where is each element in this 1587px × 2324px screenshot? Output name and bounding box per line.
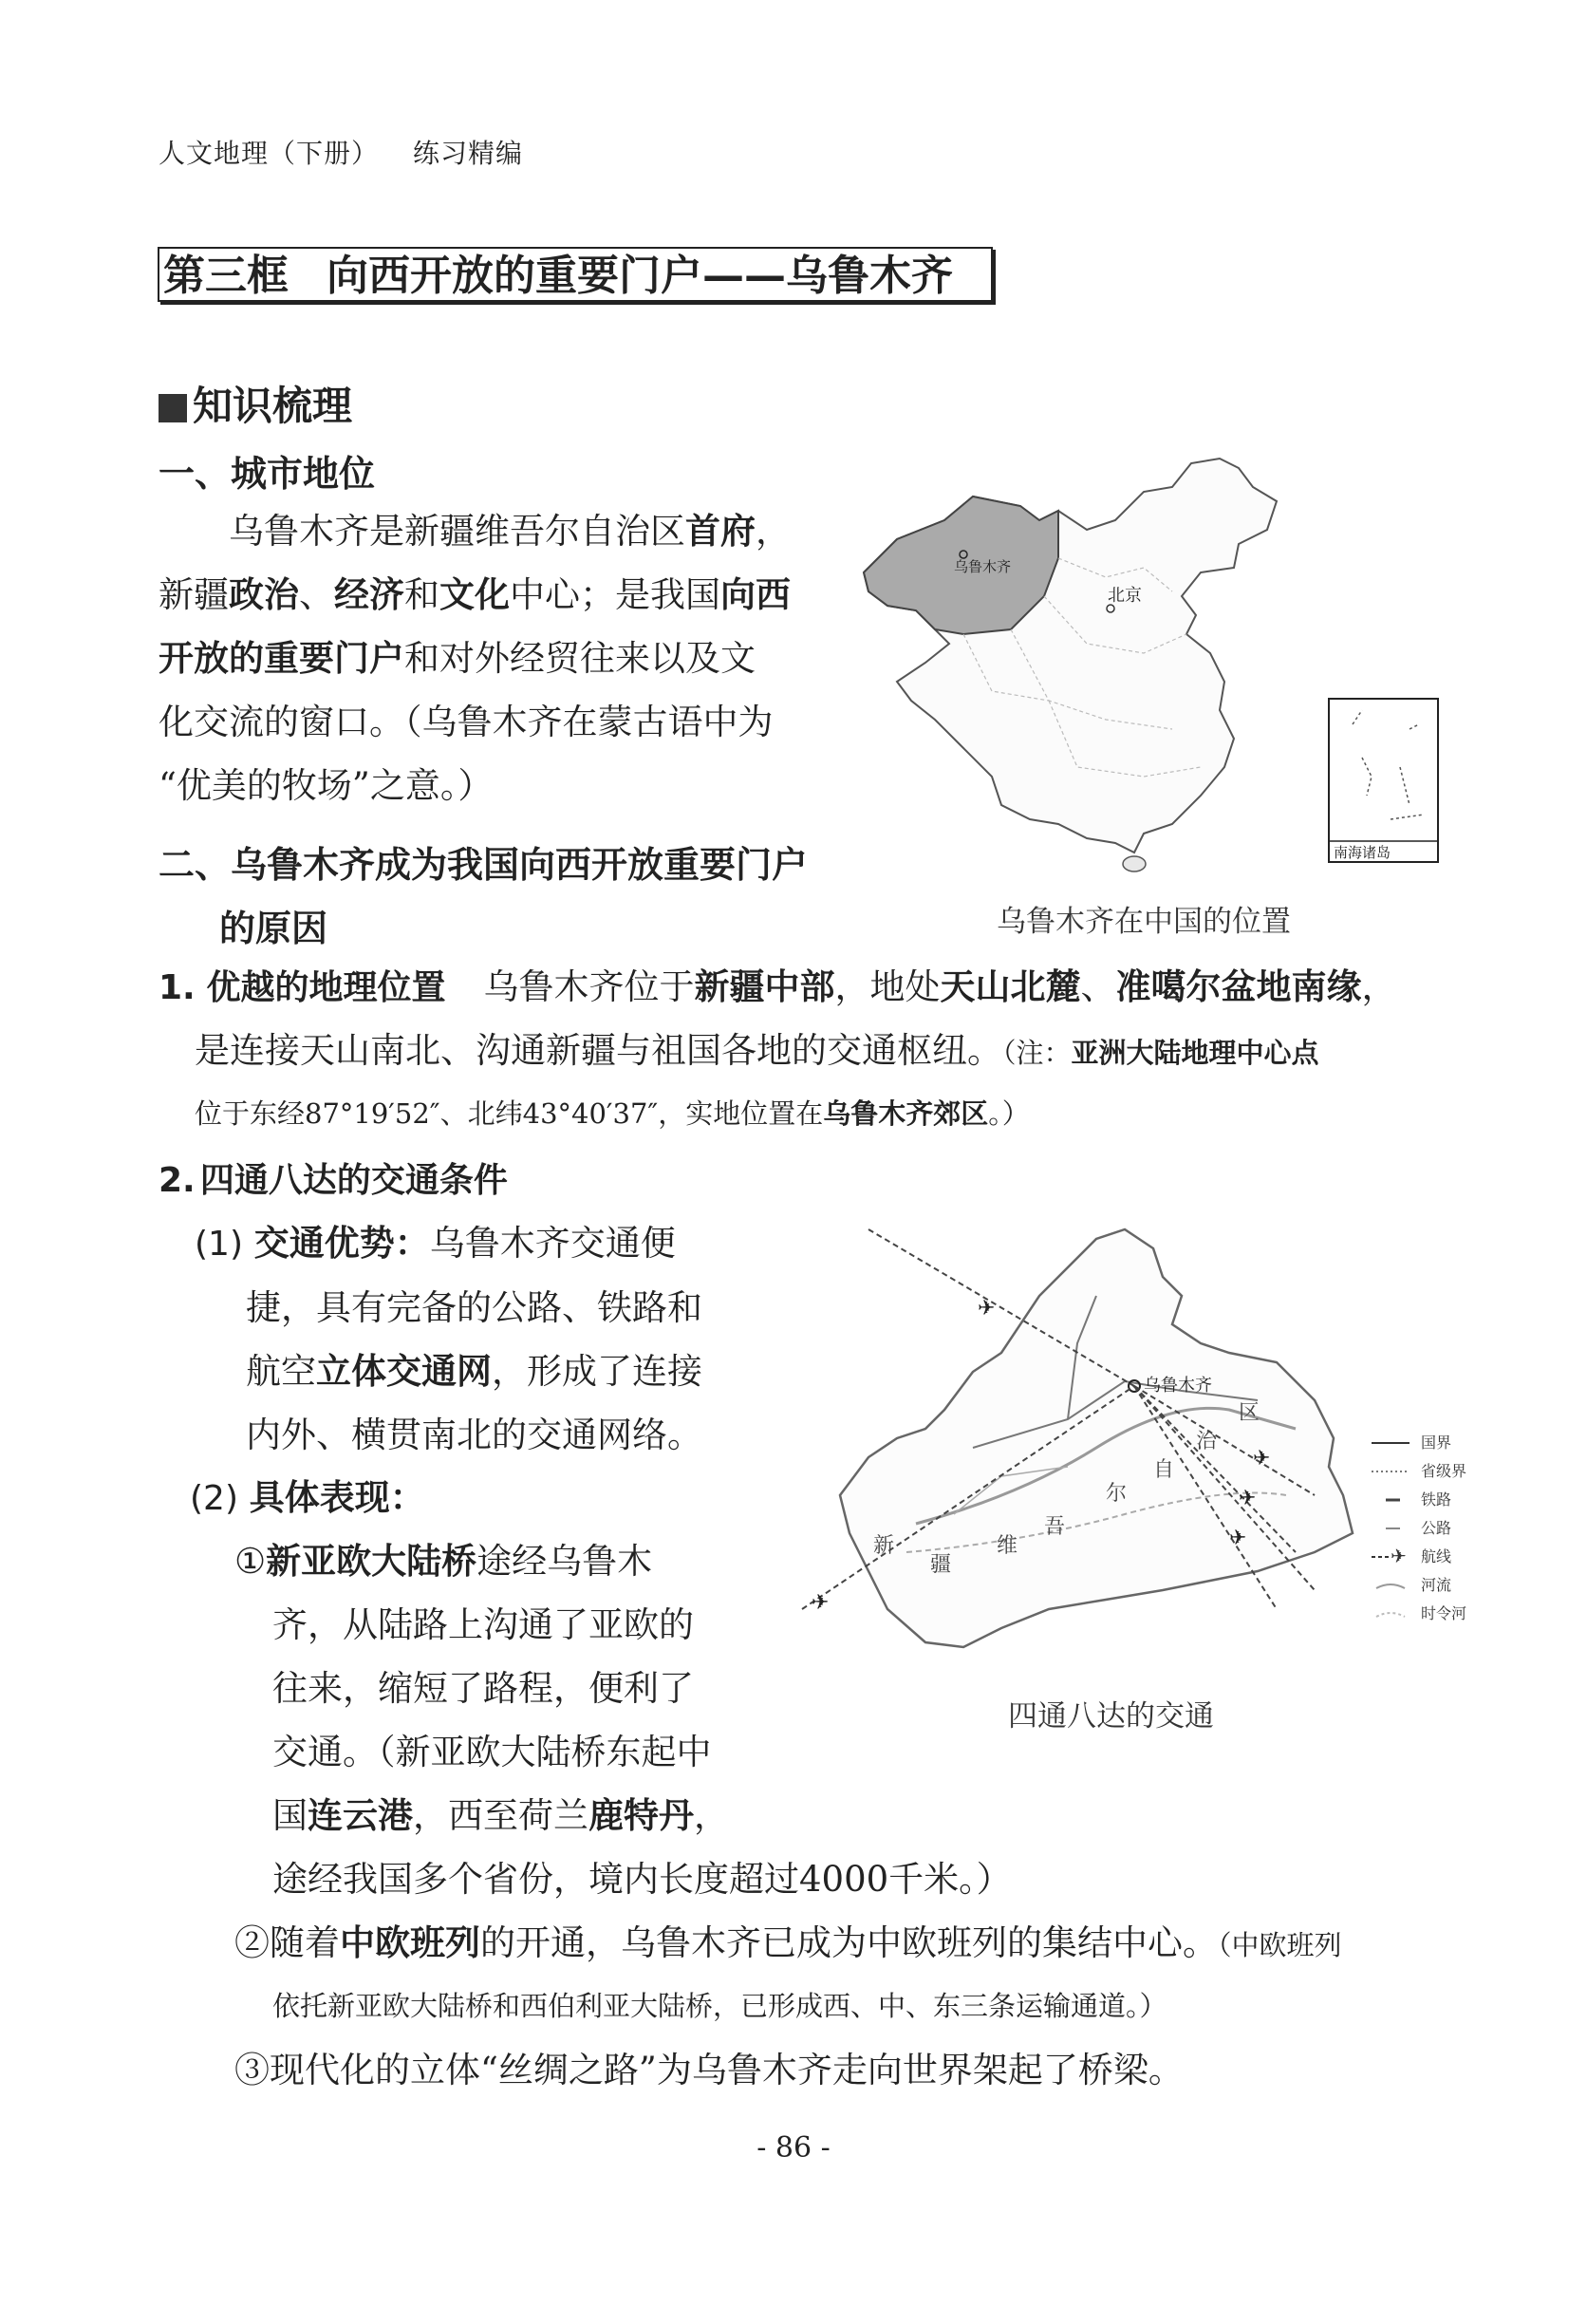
series-title: 练习精编 (413, 138, 524, 169)
svg-text:✈: ✈ (1391, 1545, 1407, 1567)
section-title (158, 247, 993, 302)
svg-text:维: 维 (997, 1534, 1018, 1558)
airplane-icon: ✈ (1229, 1527, 1247, 1550)
item2-c1: ①新亚欧大陆桥途经乌鲁木 齐，从陆路上沟通了亚欧的 往来，缩短了路程，便利了 交通。（新亚欧大陆桥东起中 国连云港，西至荷兰鹿特丹， (234, 1540, 729, 1836)
section-name: 向西开放的重要门户——乌鲁木齐 (327, 252, 953, 300)
svg-text:区: 区 (1239, 1401, 1260, 1425)
part1-heading: 一、城市地位 (159, 453, 376, 495)
item1-line1: 1. 优越的地理位置 乌鲁木齐位于新疆中部，地处天山北麓、准噶尔盆地南缘， (159, 965, 1397, 1007)
item2-heading: 2. 四通八达的交通条件 (159, 1161, 508, 1200)
item1-line2: 是连接天山南北、沟通新疆与祖国各地的交通枢纽。（注：亚洲大陆地理中心点 (195, 1030, 1319, 1071)
svg-text:治: 治 (1196, 1430, 1218, 1453)
china-map (859, 454, 1447, 881)
svg-text:新: 新 (873, 1534, 895, 1558)
south-sea-inset (1329, 699, 1438, 862)
svg-text:吾: 吾 (1044, 1515, 1066, 1539)
page-number: - 86 - (756, 2131, 831, 2165)
airplane-icon: ✈ (812, 1591, 830, 1615)
svg-text:时令河: 时令河 (1421, 1604, 1467, 1622)
map2-caption: 四通八达的交通 (1008, 1699, 1214, 1734)
item2-sub2-heading: (2) 具体表现： (190, 1476, 425, 1518)
airplane-icon: ✈ (1239, 1487, 1257, 1510)
map1-label-beijing: 北京 (1108, 586, 1142, 606)
xinjiang-outline (840, 1229, 1353, 1647)
section-label: 第三框 (163, 252, 289, 300)
airplane-icon: ✈ (978, 1297, 996, 1321)
item2-c2: ②随着中欧班列的开通，乌鲁木齐已成为中欧班列的集结中心。（中欧班列 (234, 1921, 1342, 1963)
china-outline (864, 459, 1277, 872)
item2-sub1: (1) 交通优势：乌鲁木齐交通便 捷，具有完备的公路、铁路和 航空立体交通网，形成了连接 内外、横贯南北的交通网络。 (195, 1222, 702, 1455)
item2-c3: ③现代化的立体“丝绸之路”为乌鲁木齐走向世界架起了桥梁。 (234, 2050, 1184, 2090)
svg-text:国界: 国界 (1421, 1434, 1452, 1452)
map1-caption: 乌鲁木齐在中国的位置 (997, 905, 1291, 939)
hainan-island (1123, 856, 1146, 872)
item2-c1-last: 途经我国多个省份，境内长度超过4000千米。） (272, 1859, 1012, 1900)
part2-heading-line1: 二、乌鲁木齐成为我国向西开放重要门户 (159, 844, 809, 886)
map1-label-urumqi: 乌鲁木齐 (954, 558, 1012, 575)
svg-text:航线: 航线 (1421, 1547, 1452, 1565)
svg-text:自: 自 (1153, 1458, 1175, 1482)
svg-text:疆: 疆 (930, 1553, 952, 1577)
running-header (159, 133, 523, 171)
map2-label-urumqi: 乌鲁木齐 (1144, 1376, 1212, 1396)
airplane-icon: ✈ (1253, 1447, 1271, 1471)
part1-paragraph: 乌鲁木齐是新疆维吾尔自治区首府， 新疆政治、经济和文化中心；是我国向西 开放的重要门户和对外经贸往来以及文 化交流的窗口。（乌鲁木齐在蒙古语中为 “优美的牧场”之意。） (159, 510, 791, 806)
item2-c2-note: 依托新亚欧大陆桥和西伯利亚大陆桥，已形成西、中、东三条运输通道。） (272, 1990, 1167, 2022)
xinjiang-transport-map (783, 1210, 1504, 1685)
map2-legend (1372, 1434, 1466, 1622)
book-title: 人文地理（下册） (159, 138, 380, 169)
knowledge-heading: 知识梳理 (159, 375, 352, 432)
item1-note: 位于东经87°19′52″、北纬43°40′37″，实地位置在乌鲁木齐郊区。） (195, 1097, 1030, 1130)
svg-text:铁路: 铁路 (1421, 1490, 1452, 1509)
svg-text:公路: 公路 (1421, 1519, 1452, 1537)
svg-text:省级界: 省级界 (1421, 1462, 1467, 1480)
map1-label-islands: 南海诸岛 (1334, 844, 1391, 861)
part2-heading-line2: 的原因 (219, 908, 328, 949)
svg-text:河流: 河流 (1421, 1576, 1452, 1594)
square-bullet-icon (159, 394, 187, 422)
svg-text:尔: 尔 (1106, 1482, 1128, 1506)
